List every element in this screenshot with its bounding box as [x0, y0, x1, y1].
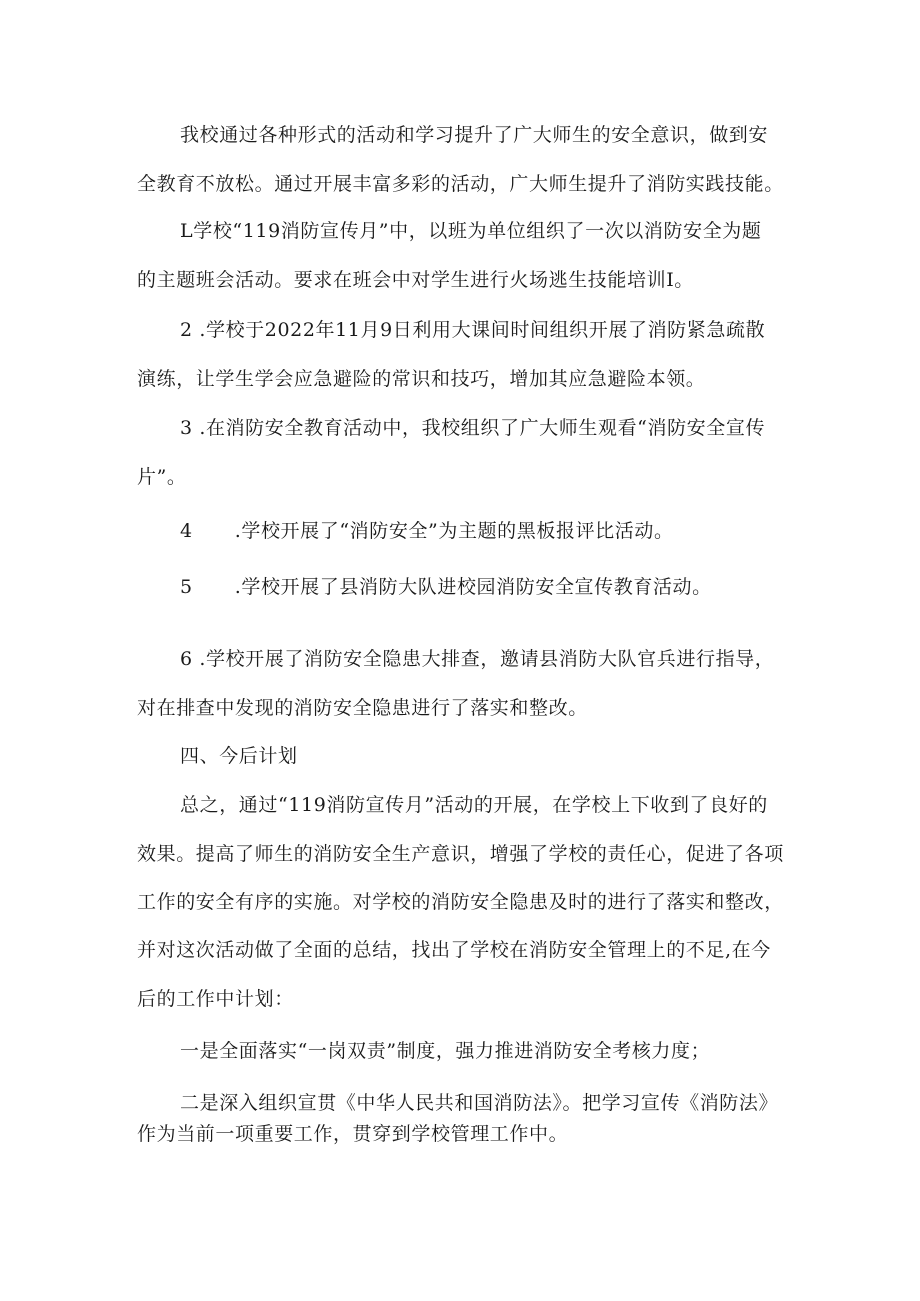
- list-text: .学校开展了“消防安全”为主题的黑板报评比活动。: [234, 520, 674, 542]
- paragraph-2-line-1: L学校“119消防宣传月”中，以班为单位组织了一次以消防安全为题: [180, 220, 762, 242]
- list-number: 4: [180, 520, 193, 542]
- paragraph-10-line-1: 二是深入组织宣贯《中华人民共和国消防法》。把学习宣传《消防法》: [180, 1092, 779, 1114]
- paragraph-8-line-5: 后的工作中计划：: [137, 988, 294, 1010]
- paragraph-2-line-2: 的主题班会活动。要求在班会中对学生进行火场逃生技能培训I。: [137, 269, 694, 291]
- paragraph-9-line-1: 一是全面落实“一岗双责”制度，强力推进消防安全考核力度；: [180, 1040, 711, 1062]
- paragraph-1-line-1: 我校通过各种形式的活动和学习提升了广大师生的安全意识，做到安: [180, 124, 769, 146]
- paragraph-7-line-1: 6 .学校开展了消防安全隐患大排查，邀请县消防大队官兵进行指导，: [180, 648, 775, 670]
- paragraph-7-line-2: 对在排查中发现的消防安全隐患进行了落实和整改。: [137, 697, 588, 719]
- paragraph-4-line-2: 片”。: [137, 466, 187, 488]
- paragraph-5: [180, 519, 674, 543]
- paragraph-4-line-1: 3 .在消防安全教育活动中，我校组织了广大师生观看“消防安全宣传: [180, 417, 766, 439]
- list-number: 5: [180, 576, 193, 598]
- paragraph-3-line-2: 演练，让学生学会应急避险的常识和技巧，增加其应急避险本领。: [137, 368, 706, 390]
- paragraph-1-line-2: 全教育不放松。通过开展丰富多彩的活动，广大师生提升了消防实践技能。: [137, 173, 784, 195]
- paragraph-10-line-2: 作为当前一项重要工作，贯穿到学校管理工作中。: [137, 1123, 569, 1145]
- paragraph-8-line-2: 效果。提高了师生的消防安全生产意识，增强了学校的责任心，促进了各项: [137, 843, 784, 865]
- paragraph-3-line-1: 2 .学校于2022年11月9日利用大课间时间组织开展了消防紧急疏散: [180, 319, 766, 341]
- paragraph-6: [180, 575, 712, 599]
- section-heading: 四、今后计划: [180, 745, 298, 767]
- paragraph-8-line-4: 并对这次活动做了全面的总结，找出了学校在消防安全管理上的不足,在今: [137, 939, 771, 961]
- paragraph-8-line-3: 工作的安全有序的实施。对学校的消防安全隐患及时的进行了落实和整改，: [137, 891, 784, 913]
- list-text: .学校开展了县消防大队进校园消防安全宣传教育活动。: [234, 576, 712, 598]
- paragraph-8-line-1: 总之，通过“119消防宣传月”活动的开展，在学校上下收到了良好的: [180, 794, 768, 816]
